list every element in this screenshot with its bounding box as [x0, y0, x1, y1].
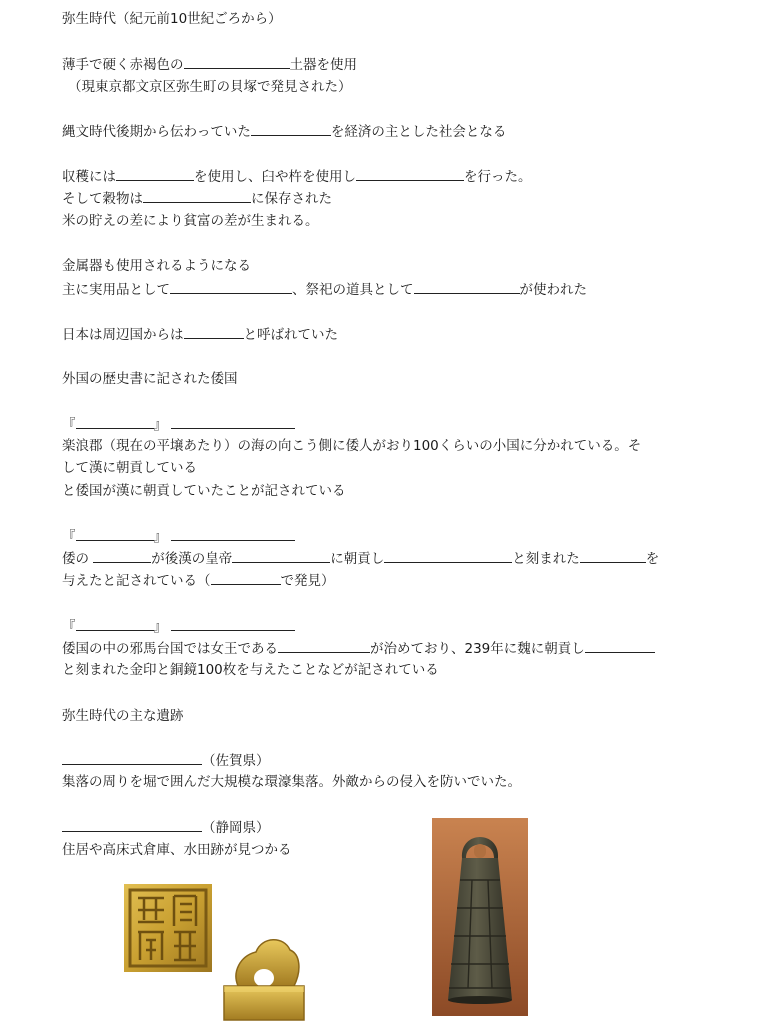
answer-blank[interactable]: [278, 639, 370, 653]
answer-blank[interactable]: [62, 751, 202, 765]
answer-blank[interactable]: [251, 122, 331, 136]
book1-line-2: して漢に朝貢している: [62, 460, 197, 476]
japan-name-line: 日本は周辺国からは と呼ばれていた: [62, 327, 338, 343]
page-title: 弥生時代（紀元前10世紀ごろから）: [62, 11, 282, 27]
answer-blank[interactable]: [171, 415, 295, 429]
book1-title: 『 』: [62, 415, 295, 434]
answer-blank[interactable]: [93, 549, 151, 563]
answer-blank[interactable]: [356, 167, 464, 181]
answer-blank[interactable]: [116, 167, 194, 181]
answer-blank[interactable]: [585, 639, 655, 653]
pottery-line: 薄手で硬く赤褐色の 土器を使用: [62, 57, 357, 73]
answer-blank[interactable]: [171, 617, 295, 631]
answer-blank[interactable]: [171, 527, 295, 541]
answer-blank[interactable]: [184, 325, 244, 339]
book2-line-2: 与えたと記されている（ で発見）: [62, 573, 335, 589]
bronze-bell-image: [432, 818, 528, 1016]
pottery-note: （現東京都文京区弥生町の貝塚で発見された）: [68, 79, 352, 95]
harvest-line-3: 米の貯えの差により貧富の差が生まれる。: [62, 213, 319, 229]
harvest-line-1: 収穫には を使用し、臼や杵を使用し を行った。: [62, 169, 532, 185]
metal-line-2: 主に実用品として 、祭祀の道具として が使われた: [62, 282, 587, 298]
answer-blank[interactable]: [384, 549, 512, 563]
site2-desc: 住居や高床式倉庫、水田跡が見つかる: [62, 842, 292, 858]
harvest-line-2: そして穀物は に保存された: [62, 191, 332, 207]
book3-line-1: 倭国の中の邪馬台国では女王である が治めており、239年に魏に朝貢し: [62, 639, 655, 658]
book1-line-3: と倭国が漢に朝貢していたことが記されている: [62, 483, 346, 499]
book-title-blank[interactable]: [76, 527, 154, 541]
metal-line-1: 金属器も使用されるようになる: [62, 258, 251, 274]
book2-line-1: 倭の が後漢の皇帝 に朝貢し と刻まれた を: [62, 551, 660, 567]
book-title-blank[interactable]: [76, 415, 154, 429]
answer-blank[interactable]: [414, 280, 520, 294]
answer-blank[interactable]: [62, 818, 202, 832]
answer-blank[interactable]: [184, 55, 290, 69]
answer-blank[interactable]: [143, 189, 251, 203]
gold-seal-knob-image: [218, 930, 310, 1022]
book2-title: 『 』: [62, 527, 295, 546]
book-title-blank[interactable]: [76, 617, 154, 631]
gold-seal-face-image: [124, 884, 212, 972]
answer-blank[interactable]: [580, 549, 646, 563]
book1-line-1: 楽浪郡（現在の平壌あたり）の海の向こう側に倭人がおり100くらいの小国に分かれている。そ: [62, 438, 642, 454]
foreign-heading: 外国の歴史書に記された倭国: [62, 371, 238, 387]
sites-heading: 弥生時代の主な遺跡: [62, 708, 184, 724]
site1-line: （佐賀県）: [62, 751, 270, 770]
answer-blank[interactable]: [211, 571, 281, 585]
site2-line: （静岡県）: [62, 818, 270, 837]
book3-title: 『 』: [62, 617, 295, 636]
site1-desc: 集落の周りを堀で囲んだ大規模な環濠集落。外敵からの侵入を防いでいた。: [62, 774, 521, 790]
answer-blank[interactable]: [170, 280, 292, 294]
economy-line: 縄文時代後期から伝わっていた を経済の主とした社会となる: [62, 124, 507, 140]
book3-line-2: と刻まれた金印と銅鏡100枚を与えたことなどが記されている: [62, 662, 439, 678]
answer-blank[interactable]: [232, 549, 330, 563]
